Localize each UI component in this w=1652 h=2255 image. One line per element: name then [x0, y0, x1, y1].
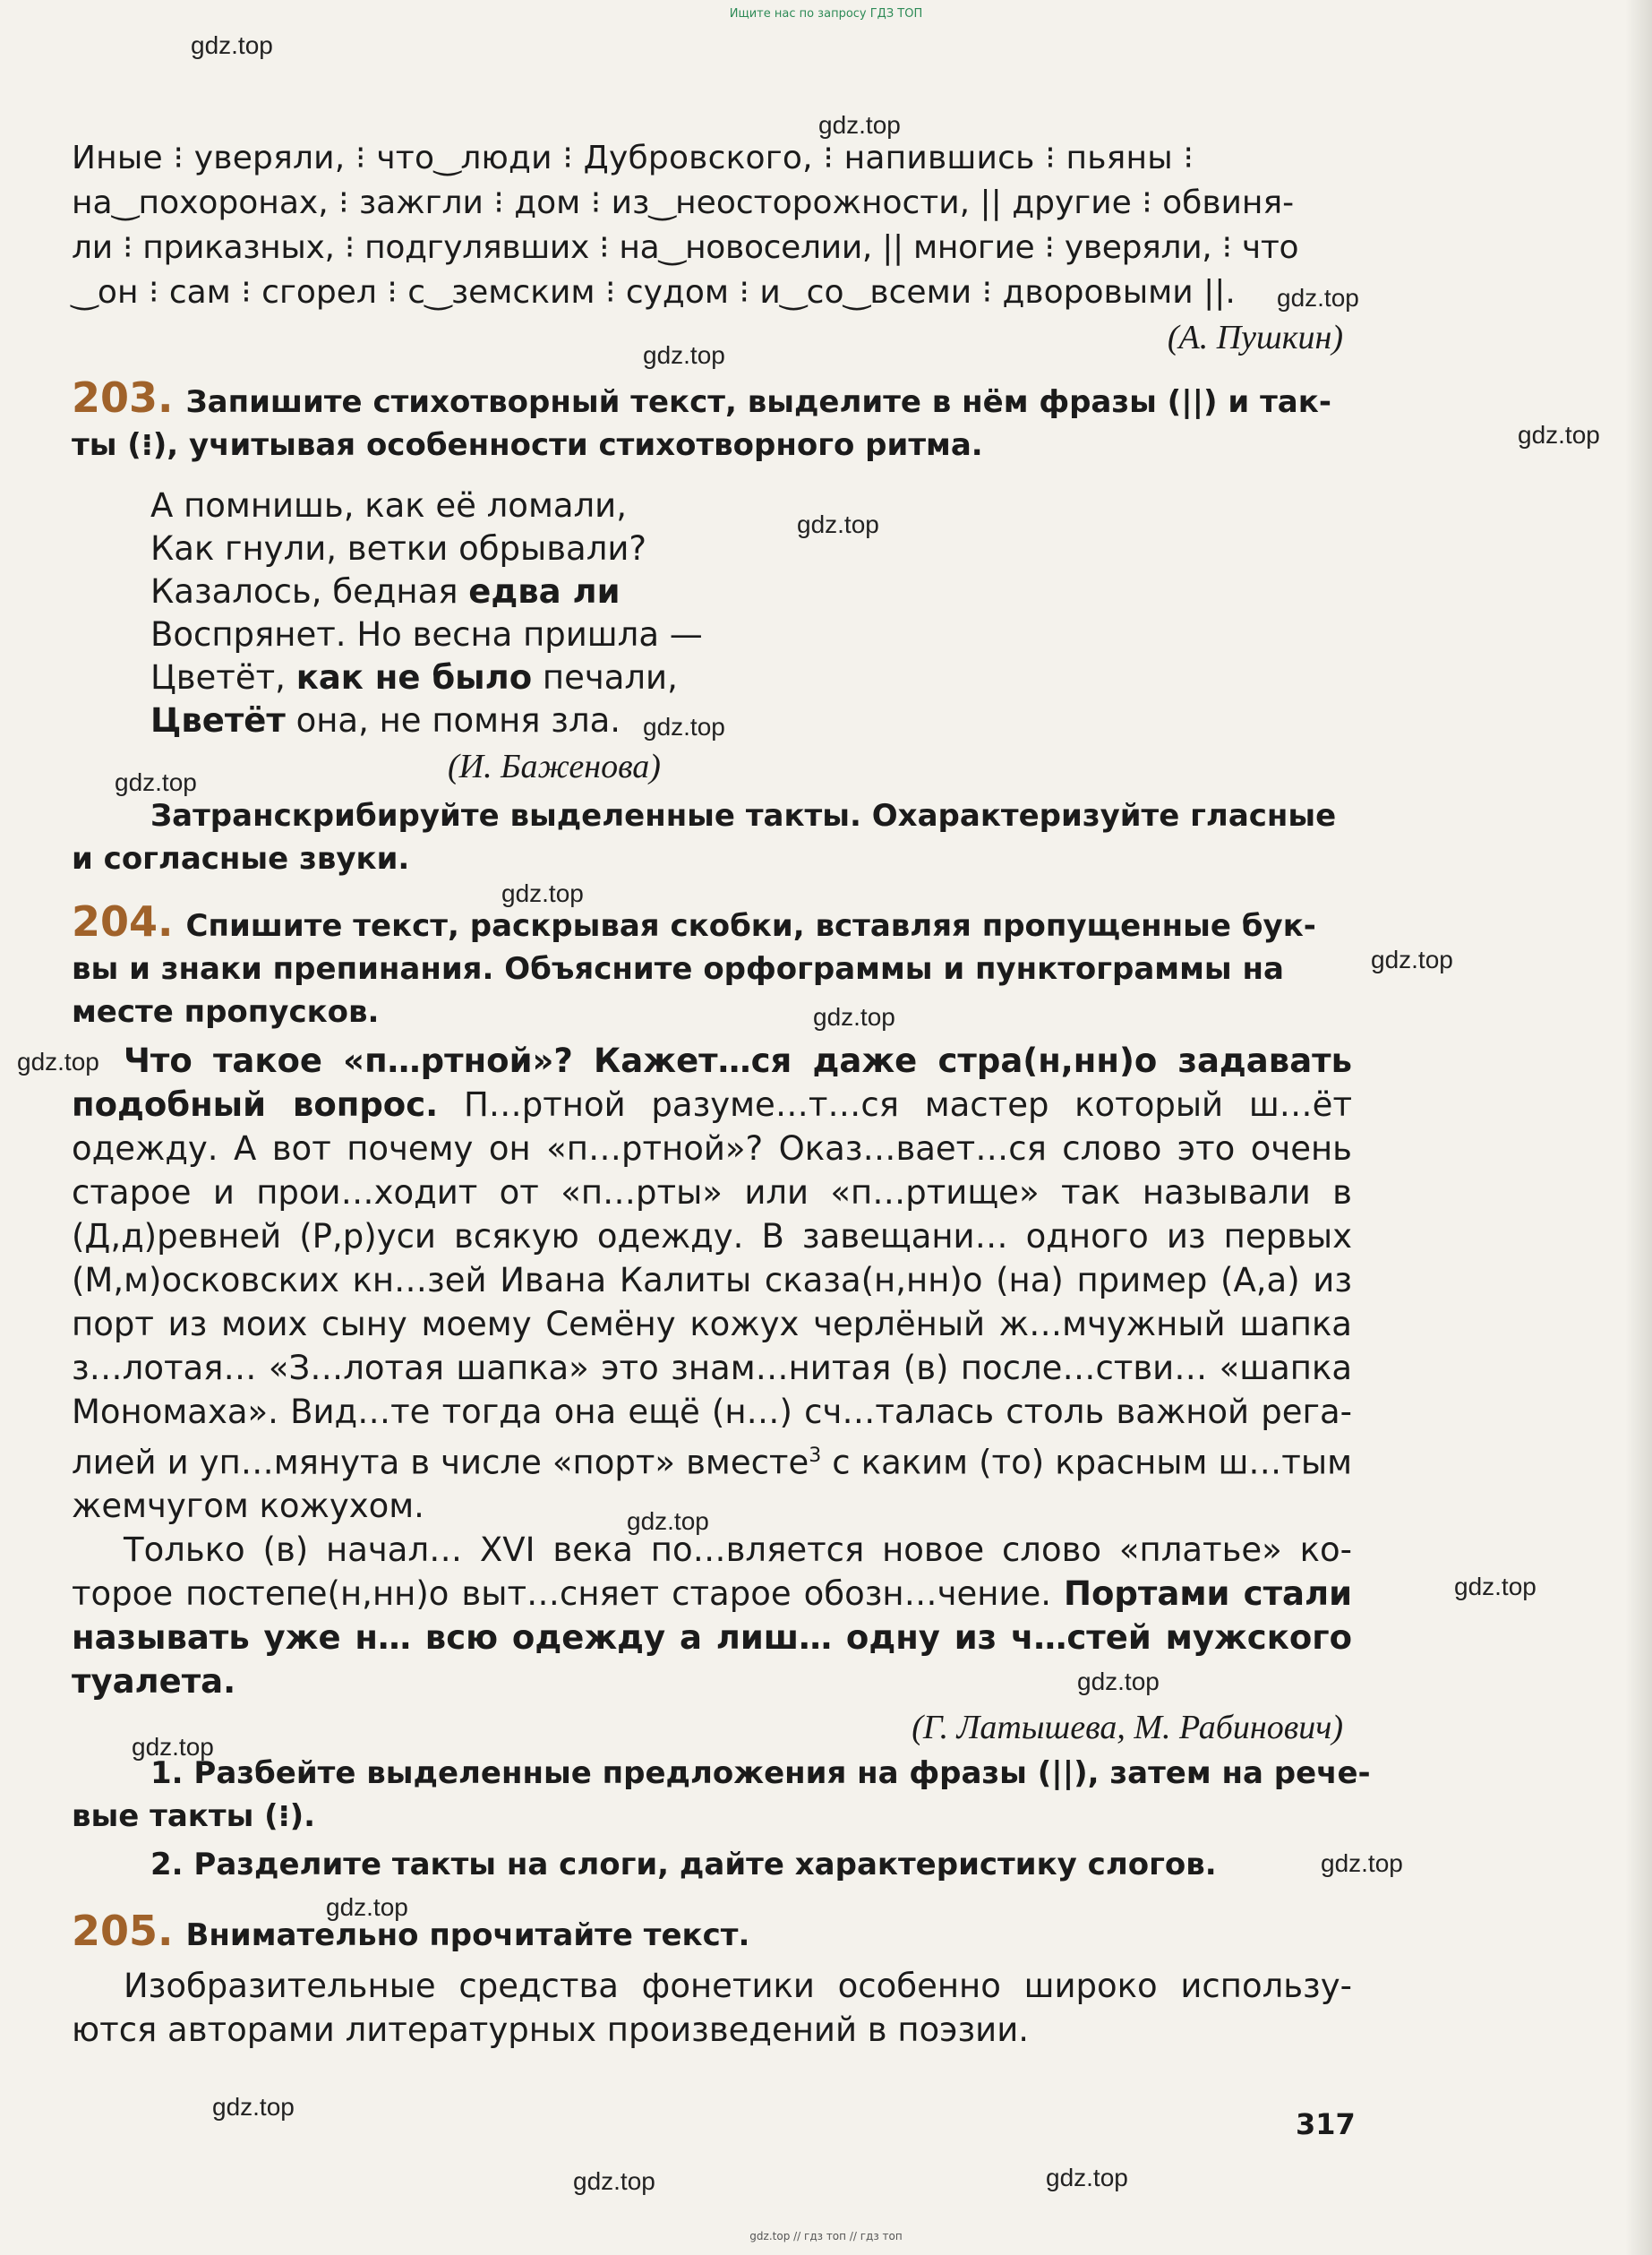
poem-line	[150, 699, 1352, 742]
author-credit: (И. Баженова)	[448, 748, 661, 785]
pushkin-line: ‿он ⁝ сам ⁝ сгорел ⁝ с‿земским ⁝ судом ⁝ и‿со‿всеми ⁝ дворовыми ||.	[72, 274, 1236, 311]
exercise-205	[72, 1909, 1352, 2052]
poem-text: печали,	[532, 658, 678, 697]
watermark: gdz.top	[797, 510, 879, 538]
paragraph-2	[72, 1528, 1352, 1703]
pushkin-passage	[72, 136, 1352, 360]
watermark: gdz.top	[132, 1733, 214, 1761]
exercise-number: 203.	[72, 373, 174, 422]
watermark: gdz.top	[501, 879, 584, 907]
poem-text: Как гнули, ветки обрывали?	[150, 529, 647, 568]
task-line: Внимательно прочитайте текст.	[185, 1917, 750, 1953]
pushkin-line: на‿похоронах, ⁝ зажгли ⁝ дом ⁝ из‿неосторожности, || другие ⁝ обвиня-	[72, 184, 1295, 221]
task-line: и согласные звуки.	[72, 841, 410, 877]
watermark: gdz.top	[627, 1507, 709, 1535]
watermark: gdz.top	[573, 2167, 655, 2195]
footer-note: gdz.top // гдз топ // гдз топ	[749, 2230, 903, 2242]
watermark: gdz.top	[115, 768, 197, 796]
exercise-number: 205.	[72, 1907, 174, 1955]
poem-text: Воспрянет. Но весна пришла —	[150, 615, 703, 654]
paragraph-text: с каким (то) красным ш…тым жемчугом кожухом.	[72, 1443, 1352, 1526]
watermark: gdz.top	[643, 713, 725, 741]
bold-sentence: Что такое «п…ртной»? Кажет…ся даже стра(н,нн)о задавать подобный вопрос.	[72, 1042, 1352, 1124]
question-line: 2. Разделите такты на слоги, дайте характеристику слогов.	[150, 1847, 1217, 1883]
watermark: gdz.top	[818, 111, 901, 139]
bold-sentence: Портами стали называть уже н… всю одежду а лиш… одну из ч…стей мужского туалета.	[72, 1574, 1353, 1702]
watermark: gdz.top	[1518, 421, 1600, 449]
watermark: gdz.top	[1277, 284, 1359, 312]
paragraph-text: Только (в) начал… XVI века по…вляется новое слово «платье» которое постепе(н,нн)о выт…сняет старое обозн…чение.	[72, 1530, 1352, 1614]
watermark: gdz.top	[17, 1048, 99, 1076]
author-credit: (Г. Латышева, М. Рабинович)	[912, 1709, 1343, 1747]
poem-text: Казалось, бедная	[150, 572, 469, 611]
watermark: gdz.top	[212, 2093, 295, 2121]
watermark: gdz.top	[1371, 946, 1453, 973]
task-line: Затранскрибируйте выделенные такты. Охарактеризуйте гласные	[150, 798, 1337, 834]
footnote-mark: 3	[809, 1445, 822, 1467]
top-banner: Ищите нас по запросу ГДЗ ТОП	[729, 7, 923, 21]
poem-line	[150, 613, 1352, 656]
task-line: ты (⁝), учитывая особенности стихотворного ритма.	[72, 427, 983, 463]
poem-text: А помнишь, как её ломали,	[150, 486, 627, 525]
page-number: 317	[1296, 2107, 1356, 2141]
task-line: Спишите текст, раскрывая скобки, вставляя пропущенные бук-	[185, 908, 1316, 944]
watermark: gdz.top	[1046, 2164, 1128, 2191]
page-edge	[1625, 0, 1652, 2255]
author-credit: (А. Пушкин)	[1167, 319, 1343, 356]
paragraph-text: П…ртной разуме…т…ся мастер который ш…ёт одежду. А вот почему он «п…ртной»? Оказ…вает…ся слово это очень старое и прои…ходит от «п…рты» или «п…ртище» так называли в (Д,д)ревней (Р,р)уси всякую одежду. В завещани… одного из первых (М,м)осковских кн…зей Ивана Калиты сказа(н,нн)о (на) пример (А,а) из порт из моих сыну моему Семёну кожух черлёный ж…мчужный шапка з…лотая… «З…лотая шапка» это знам…нитая (в) после…стви… «шапка Мономаха». Вид…те тогда она ещё (н…) сч…талась столь важной регалией и уп…мянута в числе «порт» вместе	[72, 1085, 1352, 1482]
question-line: 1. Разбейте выделенные предложения на фразы (||), затем на рече-	[150, 1755, 1371, 1792]
poem-line	[150, 527, 1352, 570]
exercise-number: 204.	[72, 897, 174, 946]
poem-bold-text: едва ли	[468, 572, 621, 611]
task-line: Запишите стихотворный текст, выделите в нём фразы (||) и так-	[185, 384, 1331, 420]
poem-line	[150, 484, 1352, 527]
poem-text: она, не помня зла.	[285, 701, 621, 740]
task-line: вы и знаки препинания. Объясните орфограммы и пунктограммы на	[72, 951, 1284, 987]
question-line: вые такты (⁝).	[72, 1798, 316, 1835]
paragraph: Изобразительные средства фонетики особенно широко используются авторами литературных произведений в поэзии.	[72, 1967, 1352, 2049]
watermark: gdz.top	[1321, 1849, 1403, 1877]
poem	[72, 484, 1352, 742]
watermark: gdz.top	[813, 1003, 895, 1031]
watermark: gdz.top	[1077, 1668, 1160, 1695]
watermark: gdz.top	[1454, 1573, 1536, 1600]
poem-line	[150, 656, 1352, 699]
watermark: gdz.top	[643, 341, 725, 369]
task-line: месте пропусков.	[72, 994, 380, 1030]
poem-line	[150, 570, 1352, 613]
poem-bold-text: как не было	[295, 658, 533, 697]
poem-bold-text: Цветёт	[150, 701, 286, 740]
watermark: gdz.top	[326, 1893, 408, 1921]
exercise-203	[72, 373, 1352, 880]
watermark: gdz.top	[191, 31, 273, 59]
poem-text: Цветёт,	[150, 658, 296, 697]
pushkin-line: Иные ⁝ уверяли, ⁝ что‿люди ⁝ Дубровского, ⁝ напившись ⁝ пьяны ⁝	[72, 140, 1194, 176]
pushkin-line: ли ⁝ приказных, ⁝ подгулявших ⁝ на‿новоселии, || многие ⁝ уверяли, ⁝ что	[72, 229, 1299, 266]
paragraph-1	[72, 1039, 1352, 1528]
